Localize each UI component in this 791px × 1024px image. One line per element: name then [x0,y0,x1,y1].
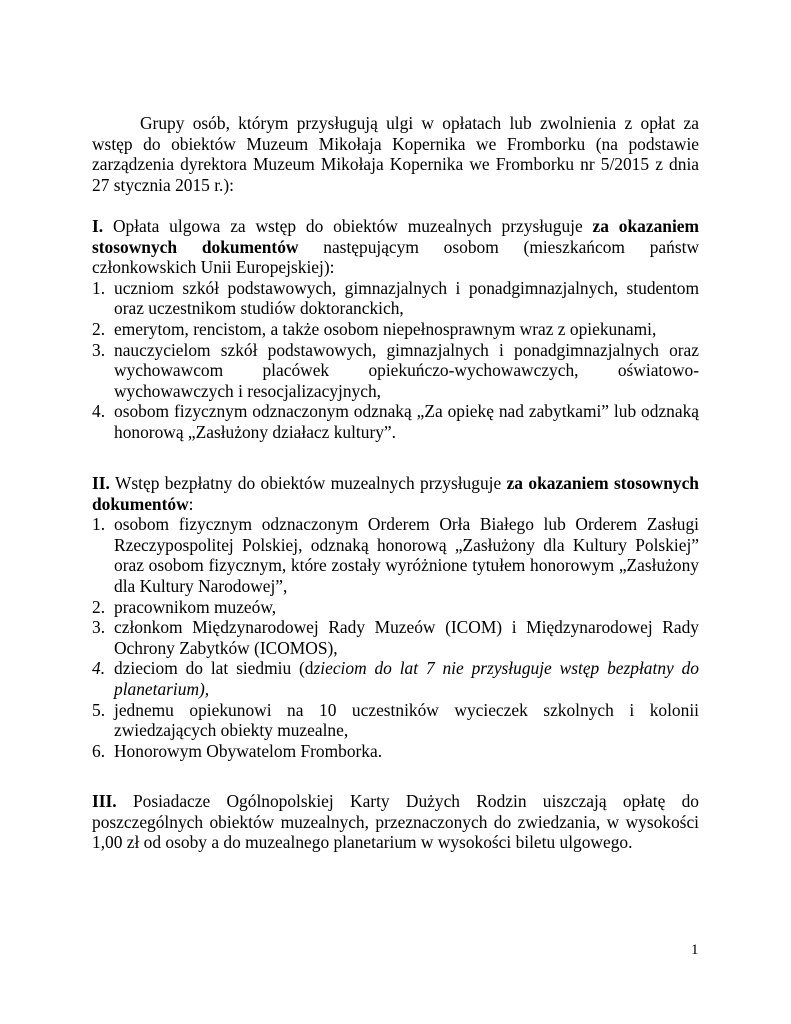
list-item: 1. osobom fizycznym odznaczonym Orderem Orła Białego lub Orderem Zasługi Rzeczypospolitej Polskiej, odznaką honorową „Zasłużony dla Kultury Polskiej” oraz osobom fizycznym, które zostały wyróżnione tytułem honorowym „Zasłużony dla Kultury Narodowej”, [92,514,699,596]
list-item: 2. emerytom, rencistom, a także osobom niepełnosprawnym wraz z opiekunami, [92,318,657,339]
section-1-numeral: I. [92,216,104,236]
section-1-text-a: Opłata ulgowa za wstęp do obiektów muzealnych przysługuje [103,216,593,236]
section-3-paragraph [92,791,699,853]
list-item: 4. dzieciom do lat siedmiu (dzieciom do lat 7 nie przysługuje wstęp bezpłatny do planetarium), [92,658,699,699]
section-2-bold: za okazaniem stosownych dokumentów [92,473,699,514]
section-2 [92,473,699,761]
section-1-text-b: następującym osobom (mieszkańcom państw członkowskich Unii Europejskiej): [92,236,699,278]
section-1-heading [92,216,699,278]
section-2-numeral: II. [92,473,110,493]
section-3 [92,791,699,853]
intro-paragraph: Grupy osób, którym przysługują ulgi w opłatach lub zwolnienia z opłat za wstęp do obiektów Muzeum Mikołaja Kopernika we Fromborku (na podstawie zarządzenia dyrektora Muzeum Mikołaja Kopernika we Fromborku nr 5/2015 z dnia 27 stycznia 2015 r.): [92,113,699,195]
section-2-text-b: : [188,493,194,514]
list-item: 5. jednemu opiekunowi na 10 uczestników wycieczek szkolnych i kolonii zwiedzających obiekty muzealne, [92,699,699,741]
section-2-heading [92,473,699,514]
section-1 [92,216,699,443]
section-2-text-a: Wstęp bezpłatny do obiektów muzealnych przysługuje [109,473,507,493]
section-3-text: Posiadacze Ogólnopolskiej Karty Dużych Rodzin uiszczają opłatę do poszczególnych obiektów muzealnych, przeznaczonych do zwiedzania, w wysokości 1,00 zł od osoby a do muzealnego planetarium w wysokości biletu ulgowego. [92,791,699,853]
list-item: 3. nauczycielom szkół podstawowych, gimnazjalnych i ponadgimnazjalnych oraz wychowawcom placówek opiekuńczo-wychowawczych, oświatowo-wychowawczych i resocjalizacyjnych, [92,339,699,401]
list-item: 4. osobom fizycznym odznaczonym odznaką „Za opiekę nad zabytkami” lub odznaką honorową „Zasłużony działacz kultury”. [92,401,699,442]
section-1-bold: za okazaniem stosownych dokumentów [92,216,699,257]
list-item: 3. członkom Międzynarodowej Rady Muzeów (ICOM) i Międzynarodowej Rady Ochrony Zabytków (ICOMOS), [92,617,699,658]
section-1-list [92,278,699,443]
list-item: 6. Honorowym Obywatelom Fromborka. [92,740,383,761]
list-item: 2. pracownikom muzeów, [92,596,277,617]
section-2-list [92,514,699,761]
list-item: 1. uczniom szkół podstawowych, gimnazjalnych i ponadgimnazjalnych, studentom oraz uczestnikom studiów doktoranckich, [92,277,699,319]
section-3-numeral: III. [92,791,117,811]
page-number: 1 [691,942,699,958]
